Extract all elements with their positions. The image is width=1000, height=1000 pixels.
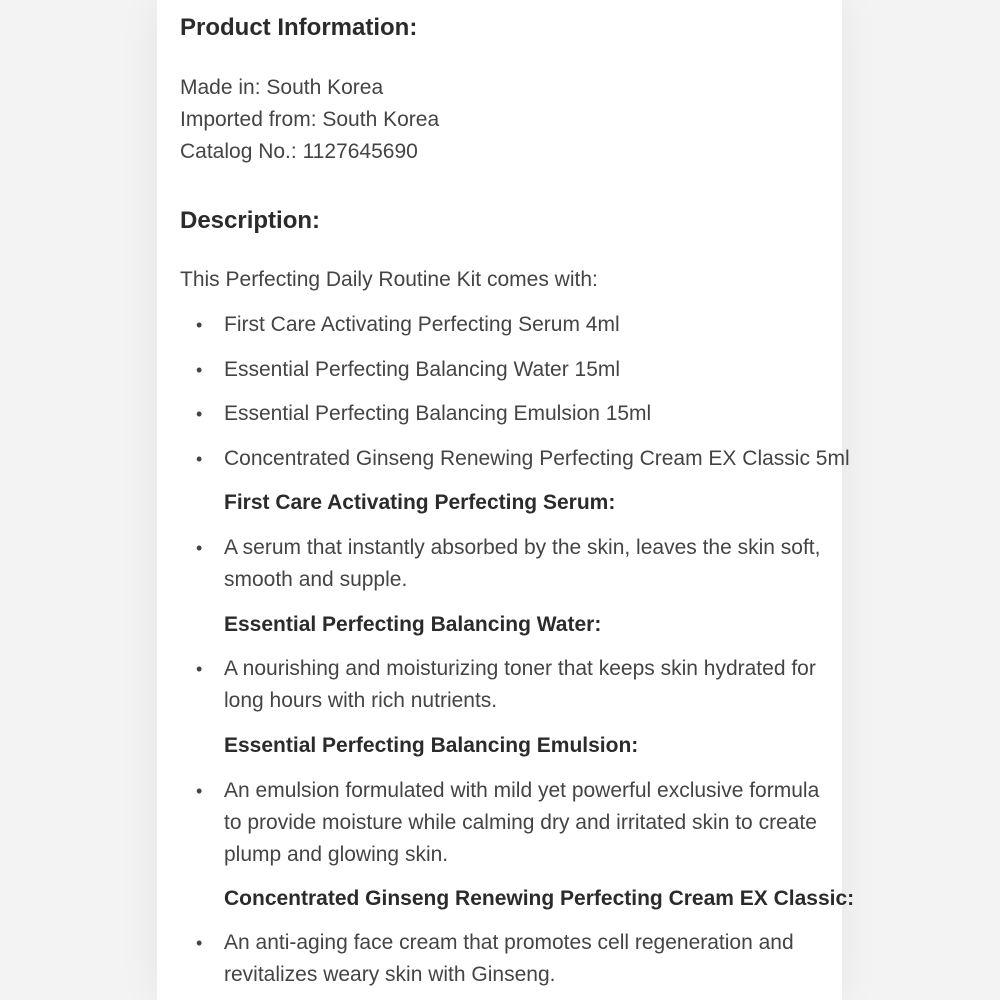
description-intro: This Perfecting Daily Routine Kit comes with: — [180, 268, 598, 291]
kit-item: • Essential Perfecting Balancing Water 15ml — [224, 354, 824, 386]
product-details-panel — [157, 0, 855, 1000]
made-in-text: Made in: South Korea — [180, 76, 384, 99]
product-title: Concentrated Ginseng Renewing Perfecting Cream EX Classic: — [224, 887, 855, 910]
product-description: • An emulsion formulated with mild yet powerful exclusive formula to provide moisture while calming dry and irritated skin to create plump and glowing skin. — [224, 775, 824, 871]
product-title: First Care Activating Perfecting Serum: — [224, 491, 616, 514]
product-description: • A serum that instantly absorbed by the skin, leaves the skin soft, smooth and supple. — [224, 532, 824, 596]
product-description: • A nourishing and moisturizing toner that keeps skin hydrated for long hours with rich nutrients. — [224, 653, 824, 717]
kit-item: • First Care Activating Perfecting Serum 4ml — [224, 309, 824, 341]
product-description: • An anti-aging face cream that promotes cell regeneration and revitalizes weary skin with Ginseng. — [224, 927, 824, 991]
imported-from-text: Imported from: South Korea — [180, 108, 440, 131]
product-info-list — [180, 72, 439, 168]
product-info-heading: Product Information: — [180, 14, 418, 41]
product-title: Essential Perfecting Balancing Water: — [224, 613, 602, 636]
catalog-number-text: Catalog No.: 1127645690 — [180, 140, 418, 163]
kit-item: • Essential Perfecting Balancing Emulsion 15ml — [224, 398, 824, 430]
description-heading: Description: — [180, 207, 321, 234]
product-title: Essential Perfecting Balancing Emulsion: — [224, 734, 639, 757]
kit-item: • Concentrated Ginseng Renewing Perfecting Cream EX Classic 5ml — [224, 443, 824, 475]
